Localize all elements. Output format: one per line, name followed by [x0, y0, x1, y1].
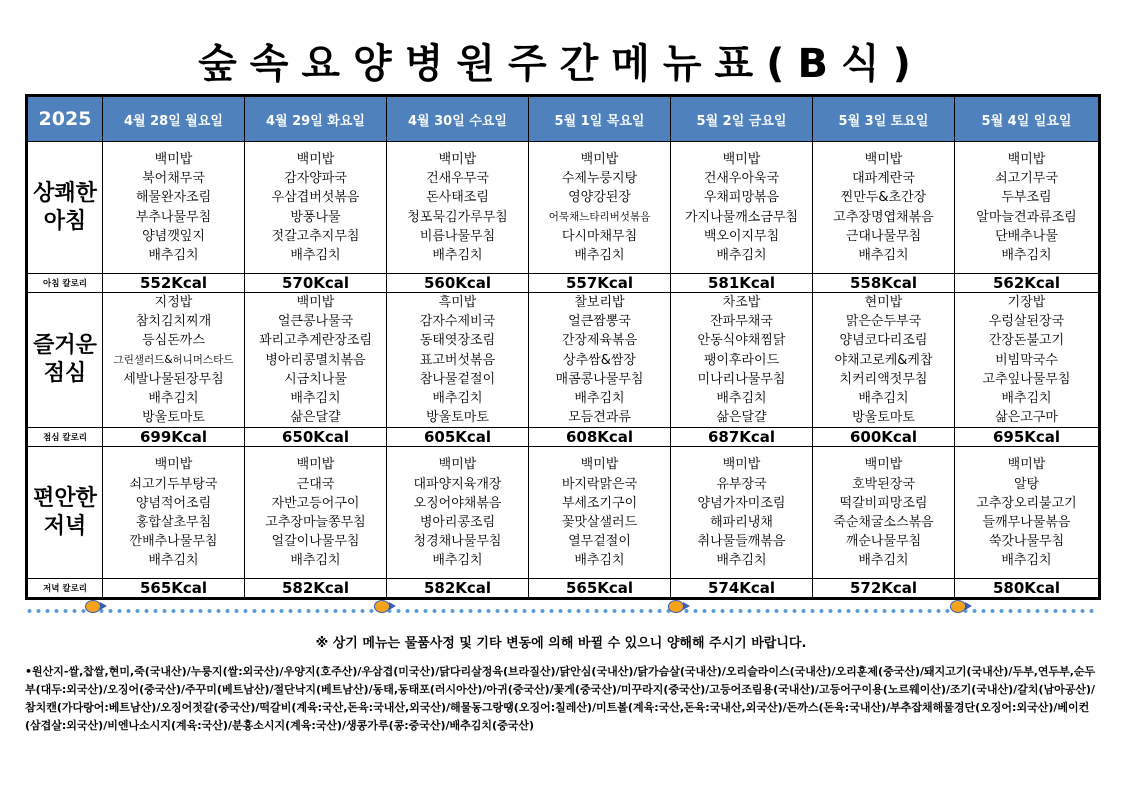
menu-item: 차조밥: [722, 295, 761, 310]
menu-item: 유부장국: [716, 476, 767, 492]
menu-item: 백미밥: [438, 457, 477, 473]
menu-item: 깐배추나물무침: [129, 534, 218, 550]
menu-item: 우채피망볶음: [703, 190, 780, 206]
menu-item: 얼큰짬뽕국: [568, 314, 631, 330]
menu-item: 쑥갓나물무침: [988, 534, 1065, 550]
menu-item: 방울토마토: [426, 410, 489, 426]
menu-item: 우삼겹버섯볶음: [271, 190, 360, 206]
dinner-thu-cell: [529, 447, 671, 579]
menu-item: 현미밥: [864, 295, 903, 310]
lunch-tue-calories: 650Kcal: [245, 428, 387, 447]
breakfast-wed-calories: 560Kcal: [387, 274, 529, 293]
menu-item: 세발나물된장무침: [123, 371, 224, 387]
menu-item: 백미밥: [580, 151, 619, 167]
menu-item: 알마늘견과류조림: [976, 209, 1077, 225]
menu-item: 야채고로케&케찹: [834, 352, 933, 368]
notice-text: ※ 상기 메뉴는 물품사정 및 기타 변동에 의해 바뀔 수 있으니 양해해 주시기 바랍니다.: [315, 636, 807, 651]
menu-item: 배추김치: [148, 391, 199, 407]
lunch-sat-cell: [813, 293, 955, 428]
menu-item: 백미밥: [438, 151, 477, 167]
dinner-thu-calories: 565Kcal: [529, 579, 671, 599]
day-header-mon: 4월 28일 월요일: [103, 96, 245, 142]
menu-item: 배추김치: [858, 553, 909, 569]
meal-label-line: 즐거운: [33, 333, 97, 359]
menu-item: 죽순채굴소스볶음: [833, 514, 934, 530]
menu-item: 깨순나물무침: [845, 534, 922, 550]
weekly-menu-table: [25, 94, 1101, 600]
menu-item: 대파계란국: [852, 171, 915, 187]
menu-item: 배추김치: [1001, 247, 1052, 263]
menu-item: 찐만두&초간장: [840, 190, 927, 206]
menu-item: 쇠고기무국: [995, 171, 1058, 187]
dinner-fri-calories: 574Kcal: [671, 579, 813, 599]
breakfast-sat-calories: 558Kcal: [813, 274, 955, 293]
menu-item: 감자수제비국: [419, 314, 496, 330]
dinner-sun-cell: [955, 447, 1100, 579]
menu-item: 방풍나물: [290, 209, 341, 225]
meal-label-line: 점심: [43, 361, 87, 387]
menu-item: 우렁살된장국: [988, 314, 1065, 330]
breakfast-sat-cell: [813, 142, 955, 274]
menu-item: 지정밥: [154, 295, 193, 310]
breakfast-fri-calories: 581Kcal: [671, 274, 813, 293]
dinner-mon-calories: 565Kcal: [103, 579, 245, 599]
menu-item: 모듬견과류: [568, 410, 631, 426]
menu-item: 북어채무국: [142, 171, 205, 187]
menu-item: 홍합살초무침: [135, 514, 212, 530]
fish-icon: [374, 600, 390, 613]
menu-item: 참나물겉절이: [419, 371, 496, 387]
lunch-mon-cell: [103, 293, 245, 428]
menu-item: 부추나물무침: [135, 209, 212, 225]
breakfast-sun-calories: 562Kcal: [955, 274, 1100, 293]
menu-item: 영양강된장: [568, 190, 631, 206]
menu-item: 백미밥: [296, 151, 335, 167]
dinner-mon-cell: [103, 447, 245, 579]
lunch-sat-calories: 600Kcal: [813, 428, 955, 447]
menu-item: 배추김치: [1001, 391, 1052, 407]
menu-item: 배추김치: [290, 391, 341, 407]
menu-item: 백미밥: [1007, 151, 1046, 167]
menu-item: 배추김치: [432, 553, 483, 569]
menu-item: 백미밥: [722, 457, 761, 473]
menu-item: 근대국: [296, 476, 335, 492]
breakfast-menu-row: [27, 142, 1100, 274]
lunch-sun-cell: [955, 293, 1100, 428]
menu-item: 방울토마토: [142, 410, 205, 426]
lunch-fri-cell: [671, 293, 813, 428]
menu-item: 다시마채무침: [561, 228, 638, 244]
breakfast-calorie-label: 아침 칼로리: [27, 274, 103, 293]
menu-item: 백미밥: [296, 295, 335, 310]
menu-item: 감자양파국: [284, 171, 347, 187]
page-title: 숲속요양병원주간메뉴표(B식): [198, 41, 924, 87]
menu-item: 열무겉절이: [568, 534, 631, 550]
menu-item: 건새우아욱국: [703, 171, 780, 187]
menu-item: 해물완자조림: [135, 190, 212, 206]
lunch-wed-calories: 605Kcal: [387, 428, 529, 447]
menu-item: 젓갈고추지무침: [271, 228, 360, 244]
menu-item: 배추김치: [716, 391, 767, 407]
dinner-sat-cell: [813, 447, 955, 579]
menu-item: 삶은고구마: [995, 410, 1058, 426]
menu-item: 병아리콩멸치볶음: [265, 352, 366, 368]
menu-item: 쇠고기두부탕국: [129, 476, 218, 492]
menu-item: 대파양지육개장: [413, 476, 502, 492]
breakfast-wed-cell: [387, 142, 529, 274]
menu-item: 백미밥: [864, 151, 903, 167]
breakfast-mon-cell: [103, 142, 245, 274]
menu-item: 두부조림: [1001, 190, 1052, 206]
menu-item: 배추김치: [858, 391, 909, 407]
menu-item: 배추김치: [290, 553, 341, 569]
menu-item: 해파리냉채: [710, 514, 773, 530]
menu-item: 배추김치: [716, 553, 767, 569]
menu-item: 가지나물깨소금무침: [684, 209, 799, 225]
menu-item: 배추김치: [290, 247, 341, 263]
meal-label-line: 상쾌한: [33, 180, 97, 206]
menu-item: 오징어야채볶음: [413, 495, 502, 511]
menu-item: 팽이후라이드: [703, 352, 780, 368]
fish-icon: [950, 600, 966, 613]
header-row: [27, 96, 1100, 142]
day-header-sat: 5월 3일 토요일: [813, 96, 955, 142]
dinner-calorie-row: [27, 579, 1100, 599]
menu-item: 들깨무나물볶음: [982, 514, 1071, 530]
lunch-thu-calories: 608Kcal: [529, 428, 671, 447]
year-header: 2025: [27, 96, 103, 142]
dinner-fri-cell: [671, 447, 813, 579]
lunch-label: [27, 293, 103, 428]
menu-item: 삶은달걀: [290, 410, 341, 426]
fish-icon: [85, 600, 101, 613]
lunch-menu-row: [27, 293, 1100, 428]
menu-item: 부세조기구이: [561, 495, 638, 511]
menu-item: 백미밥: [1007, 457, 1046, 473]
menu-item: 배추김치: [148, 553, 199, 569]
menu-item: 얼큰콩나물국: [277, 314, 354, 330]
menu-item: 고추장오리불고기: [976, 495, 1077, 511]
breakfast-mon-calories: 552Kcal: [103, 274, 245, 293]
meal-label-line: 편안한: [33, 485, 97, 511]
menu-item: 잔파무채국: [710, 314, 773, 330]
menu-item: 치커리액젓무침: [839, 371, 928, 387]
menu-item: 배추김치: [858, 247, 909, 263]
menu-item: 병아리콩조림: [419, 514, 496, 530]
meal-label-line: 저녁: [43, 513, 87, 539]
menu-item: 꽃맛살샐러드: [561, 514, 638, 530]
menu-item: 간장제육볶음: [561, 333, 638, 349]
menu-item: 배추김치: [432, 391, 483, 407]
menu-item: 맑은순두부국: [845, 314, 922, 330]
dinner-label: [27, 447, 103, 579]
menu-item: 매콤콩나물무침: [555, 371, 644, 387]
menu-item: 백미밥: [864, 457, 903, 473]
menu-item: 돈사태조림: [426, 190, 489, 206]
menu-item: 표고버섯볶음: [419, 352, 496, 368]
menu-item: 비빔막국수: [995, 352, 1058, 368]
menu-item: 수제누룽지탕: [561, 171, 638, 187]
dinner-wed-cell: [387, 447, 529, 579]
menu-item: 취나물들깨볶음: [697, 534, 786, 550]
menu-item: 백미밥: [154, 151, 193, 167]
menu-item: 근대나물무침: [845, 228, 922, 244]
menu-item: 배추김치: [574, 553, 625, 569]
menu-item: 그린샐러드&허니머스타드: [113, 353, 234, 366]
menu-item: 청경채나물무침: [413, 534, 502, 550]
dinner-menu-row: [27, 447, 1100, 579]
menu-item: 흑미밥: [438, 295, 477, 310]
breakfast-label: [27, 142, 103, 274]
breakfast-tue-calories: 570Kcal: [245, 274, 387, 293]
menu-item: 백미밥: [580, 457, 619, 473]
menu-item: 배추김치: [574, 247, 625, 263]
menu-item: 고추잎나물무침: [982, 371, 1071, 387]
menu-item: 호박된장국: [852, 476, 915, 492]
menu-item: 고추장명엽채볶음: [833, 209, 934, 225]
breakfast-fri-cell: [671, 142, 813, 274]
menu-item: 얼갈이나물무침: [271, 534, 360, 550]
day-header-fri: 5월 2일 금요일: [671, 96, 813, 142]
menu-item: 동태엿장조림: [419, 333, 496, 349]
menu-item: 배추김치: [1001, 553, 1052, 569]
menu-item: 참치김치찌개: [135, 314, 212, 330]
day-header-tue: 4월 29일 화요일: [245, 96, 387, 142]
dinner-wed-calories: 582Kcal: [387, 579, 529, 599]
menu-item: 양념가자미조림: [697, 495, 786, 511]
origin-info: •원산지-쌀,찹쌀,현미,죽(국내산)/누룽지(쌀:외국산)/우양지(호주산)/우삼겹(미국산)/닭다리살정육(브라질산)/닭안심(국내산)/닭가슴살(국내산)/오리슬라이스(국내산)/오리훈제(중국산)/돼지고기(국내산)/두부,연두부,순두부(대두:외국산)/오징어(중국산)/주꾸미(베트남산)/절단낙지(베트남산)/동태,동태포(러시아산)/아귀(중국산)/꽃게(중국산)/미꾸라지(중국산)/고등어조림용(국내산)/고등어구이용(노르웨이산)/조기(국내산)/갈치(남아공산)/참치캔(가다랑어:베트남산)/오징어젓갈(중국산)/떡갈비(계육:국산,돈육:국내산,외국산)/해물동그랑땡(오징어:칠레산)/미트볼(계육:국산,돈육:국내산,외국산)/돈까스(돈육:국내산)/부추잡채해물경단(오징어:외국산)/베이컨(삼겹살:외국산)/비엔나소시지(계육:국산)/분홍소시지(계육:국산)/생콩가루(콩:중국산)/배추김치(중국산): [25, 665, 1096, 732]
menu-item: 단배추나물: [995, 228, 1058, 244]
menu-item: 어묵채느타리버섯볶음: [548, 210, 651, 223]
menu-item: 방울토마토: [852, 410, 915, 426]
menu-item: 청포묵김가루무침: [407, 209, 508, 225]
breakfast-thu-calories: 557Kcal: [529, 274, 671, 293]
menu-item: 시금치나물: [284, 371, 347, 387]
breakfast-calorie-row: [27, 274, 1100, 293]
menu-item: 떡갈비피망조림: [839, 495, 928, 511]
day-header-wed: 4월 30일 수요일: [387, 96, 529, 142]
day-header-thu: 5월 1일 목요일: [529, 96, 671, 142]
lunch-thu-cell: [529, 293, 671, 428]
menu-item: 백미밥: [154, 457, 193, 473]
dinner-sat-calories: 572Kcal: [813, 579, 955, 599]
menu-item: 간장돈불고기: [988, 333, 1065, 349]
dinner-tue-cell: [245, 447, 387, 579]
menu-item: 배추김치: [148, 247, 199, 263]
menu-item: 백오이지무침: [703, 228, 780, 244]
bubble-divider: [25, 601, 1098, 617]
menu-item: 상추쌈&쌈장: [563, 352, 636, 368]
menu-item: 양념적어조림: [135, 495, 212, 511]
menu-item: 비름나물무침: [419, 228, 496, 244]
menu-item: 바지락맑은국: [561, 476, 638, 492]
lunch-calorie-row: [27, 428, 1100, 447]
menu-item: 양념코다리조림: [839, 333, 928, 349]
menu-item: 배추김치: [432, 247, 483, 263]
breakfast-sun-cell: [955, 142, 1100, 274]
menu-item: 배추김치: [716, 247, 767, 263]
menu-item: 미나리나물무침: [697, 371, 786, 387]
dinner-sun-calories: 580Kcal: [955, 579, 1100, 599]
lunch-fri-calories: 687Kcal: [671, 428, 813, 447]
breakfast-tue-cell: [245, 142, 387, 274]
menu-item: 백미밥: [722, 151, 761, 167]
menu-item: 배추김치: [574, 391, 625, 407]
menu-item: 꽈리고추계란장조림: [258, 333, 373, 349]
dinner-tue-calories: 582Kcal: [245, 579, 387, 599]
fish-icon: [668, 600, 684, 613]
menu-item: 삶은달걀: [716, 410, 767, 426]
menu-item: 건새우무국: [426, 171, 489, 187]
lunch-calorie-label: 점심 칼로리: [27, 428, 103, 447]
lunch-wed-cell: [387, 293, 529, 428]
menu-item: 등심돈까스: [142, 333, 205, 349]
menu-item: 알탕: [1013, 476, 1040, 492]
menu-item: 양념깻잎지: [142, 228, 205, 244]
meal-label-line: 아침: [43, 208, 87, 234]
lunch-tue-cell: [245, 293, 387, 428]
dinner-calorie-label: 저녁 칼로리: [27, 579, 103, 599]
menu-item: 백미밥: [296, 457, 335, 473]
menu-item: 고추장마늘쫑무침: [265, 514, 366, 530]
menu-item: 찰보리밥: [574, 295, 625, 310]
menu-item: 자반고등어구이: [271, 495, 360, 511]
menu-item: 기장밥: [1007, 295, 1046, 310]
lunch-mon-calories: 699Kcal: [103, 428, 245, 447]
day-header-sun: 5월 4일 일요일: [955, 96, 1100, 142]
menu-item: 안동식야채찜닭: [697, 333, 786, 349]
lunch-sun-calories: 695Kcal: [955, 428, 1100, 447]
breakfast-thu-cell: [529, 142, 671, 274]
